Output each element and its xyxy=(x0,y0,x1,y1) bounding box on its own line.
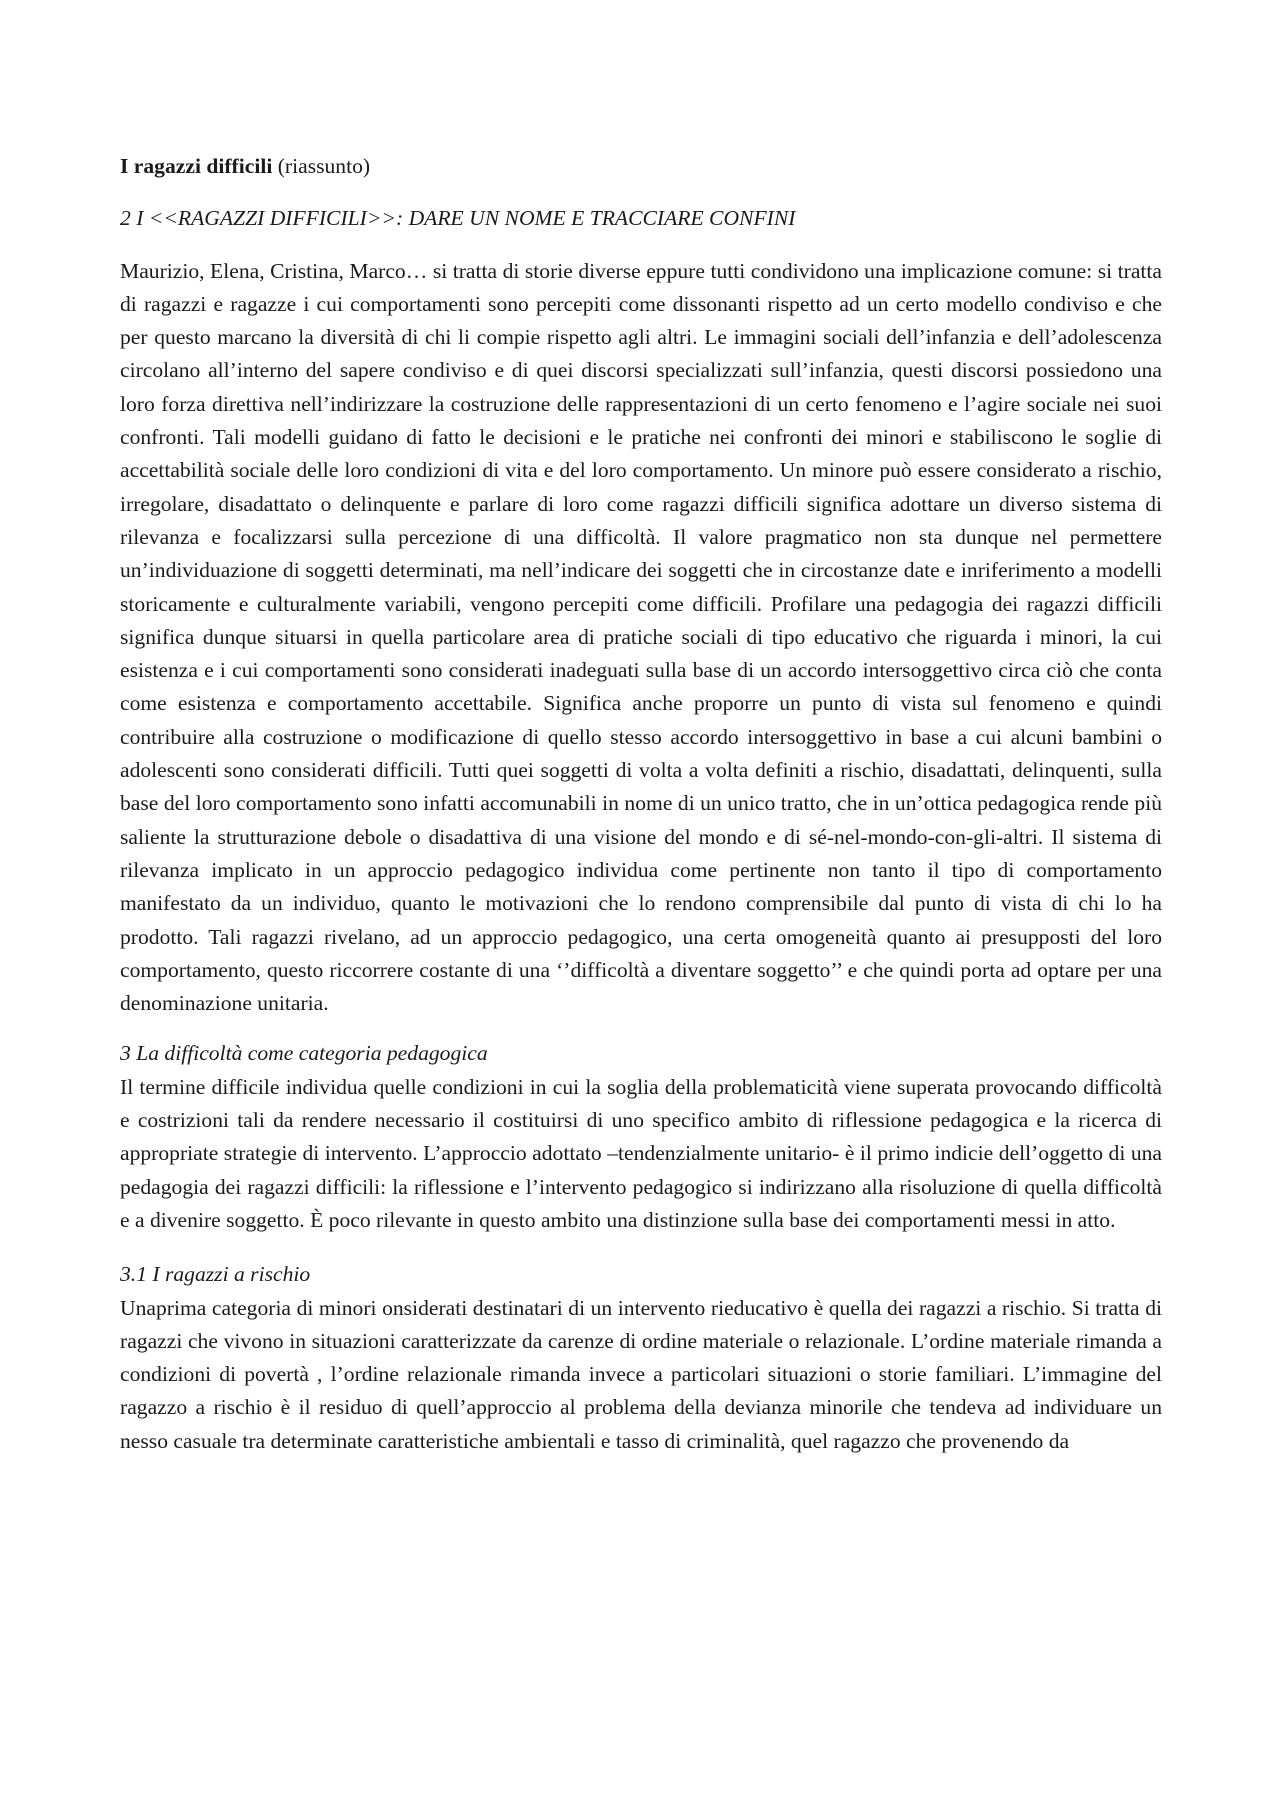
title-suffix: (riassunto) xyxy=(272,154,371,178)
section-3-paragraph: Il termine difficile individua quelle condizioni in cui la soglia della problematicità viene superata provocando difficoltà e costrizioni tali da rendere necessario il costituirsi di uno specifico ambito di riflessione pedagogica e la ricerca di appropriate strategie di intervento. L’approccio adottato –tendenzialmente unitario- è il primo indicie dell’oggetto di una pedagogia dei ragazzi difficili: la riflessione e l’intervento pedagogico si indirizzano alla risoluzione di quella difficoltà e a divenire soggetto. È poco rilevante in questo ambito una distinzione sulla base dei comportamenti messi in atto. xyxy=(120,1074,1162,1232)
section-3-1-paragraph: Unaprima categoria di minori onsiderati destinatari di un intervento rieducativo è quella dei ragazzi a rischio. Si tratta di ragazzi che vivono in situazioni caratterizzate da carenze di ordine materiale o relazionale. L’ordine materiale rimanda a condizioni di povertà , l’ordine relazionale rimanda invece a particolari situazioni o storie familiari. L’immagine del ragazzo a rischio è il residuo di quell’approccio al problema della devianza minorile che tendeva ad individuare un nesso casuale tra determinate caratteristiche ambientali e tasso di criminalità, quel ragazzo che provenendo da xyxy=(120,1295,1162,1453)
section-3-1-heading: 3.1 I ragazzi a rischio xyxy=(120,1262,311,1287)
title-bold: I ragazzi difficili xyxy=(120,154,273,178)
section-3-heading: 3 La difficoltà come categoria pedagogica xyxy=(120,1041,488,1066)
section-2-heading: 2 I <<RAGAZZI DIFFICILI>>: DARE UN NOME E TRACCIARE CONFINI xyxy=(120,206,796,231)
document-title xyxy=(120,150,1162,183)
section-2-paragraph: Maurizio, Elena, Cristina, Marco… si tratta di storie diverse eppure tutti condividono una implicazione comune: si tratta di ragazzi e ragazze i cui comportamenti sono percepiti come dissonanti rispetto ad un certo modello condiviso e che per questo marcano la diversità di chi li compie rispetto agli altri. Le immagini sociali dell’infanzia e dell’adolescenza circolano all’interno del sapere condiviso e di quei discorsi specializzati sull’infanzia, questi discorsi possiedono una loro forza direttiva nell’indirizzare la costruzione delle rappresentazioni di un certo fenomeno e l’agire sociale nei suoi confronti. Tali modelli guidano di fatto le decisioni e le pratiche nei confronti dei minori e stabiliscono le soglie di accettabilità sociale delle loro condizioni di vita e del loro comportamento. Un minore può essere considerato a rischio, irregolare, disadattato o delinquente e parlare di loro come ragazzi difficili significa adottare un diverso sistema di rilevanza e focalizzarsi sulla percezione di una difficoltà. Il valore pragmatico non sta dunque nel permettere un’individuazione di soggetti determinati, ma nell’indicare dei soggetti che in circostanze date e inriferimento a modelli storicamente e culturalmente variabili, vengono percepiti come difficili. Profilare una pedagogia dei ragazzi difficili significa dunque situarsi in quella particolare area di pratiche sociali di tipo educativo che riguarda i minori, la cui esistenza e i cui comportamenti sono considerati inadeguati sulla base di un accordo intersoggettivo circa ciò che conta come esistenza e comportamento accettabile. Significa anche proporre un punto di vista sul fenomeno e quindi contribuire alla costruzione o modificazione di quello stesso accordo intersoggettivo in base a cui alcuni bambini o adolescenti sono considerati difficili. Tutti quei soggetti di volta a volta definiti a rischio, disadattati, delinquenti, sulla base del loro comportamento sono infatti accomunabili in nome di un unico tratto, che in un’ottica pedagogica rende più saliente la strutturazione debole o disadattiva di una visione del mondo e di sé-nel-mondo-con-gli-altri. Il sistema di rilevanza implicato in un approccio pedagogico individua come pertinente non tanto il tipo di comportamento manifestato da un individuo, quanto le motivazioni che lo rendono comprensibile dal punto di vista di chi lo ha prodotto. Tali ragazzi rivelano, ad un approccio pedagogico, una certa omogeneità quanto ai presupposti del loro comportamento, questo riccorrere costante di una ‘’difficoltà a diventare soggetto’’ e che quindi porta ad optare per una denominazione unitaria. xyxy=(120,258,1162,1016)
document-page xyxy=(120,150,1162,1458)
